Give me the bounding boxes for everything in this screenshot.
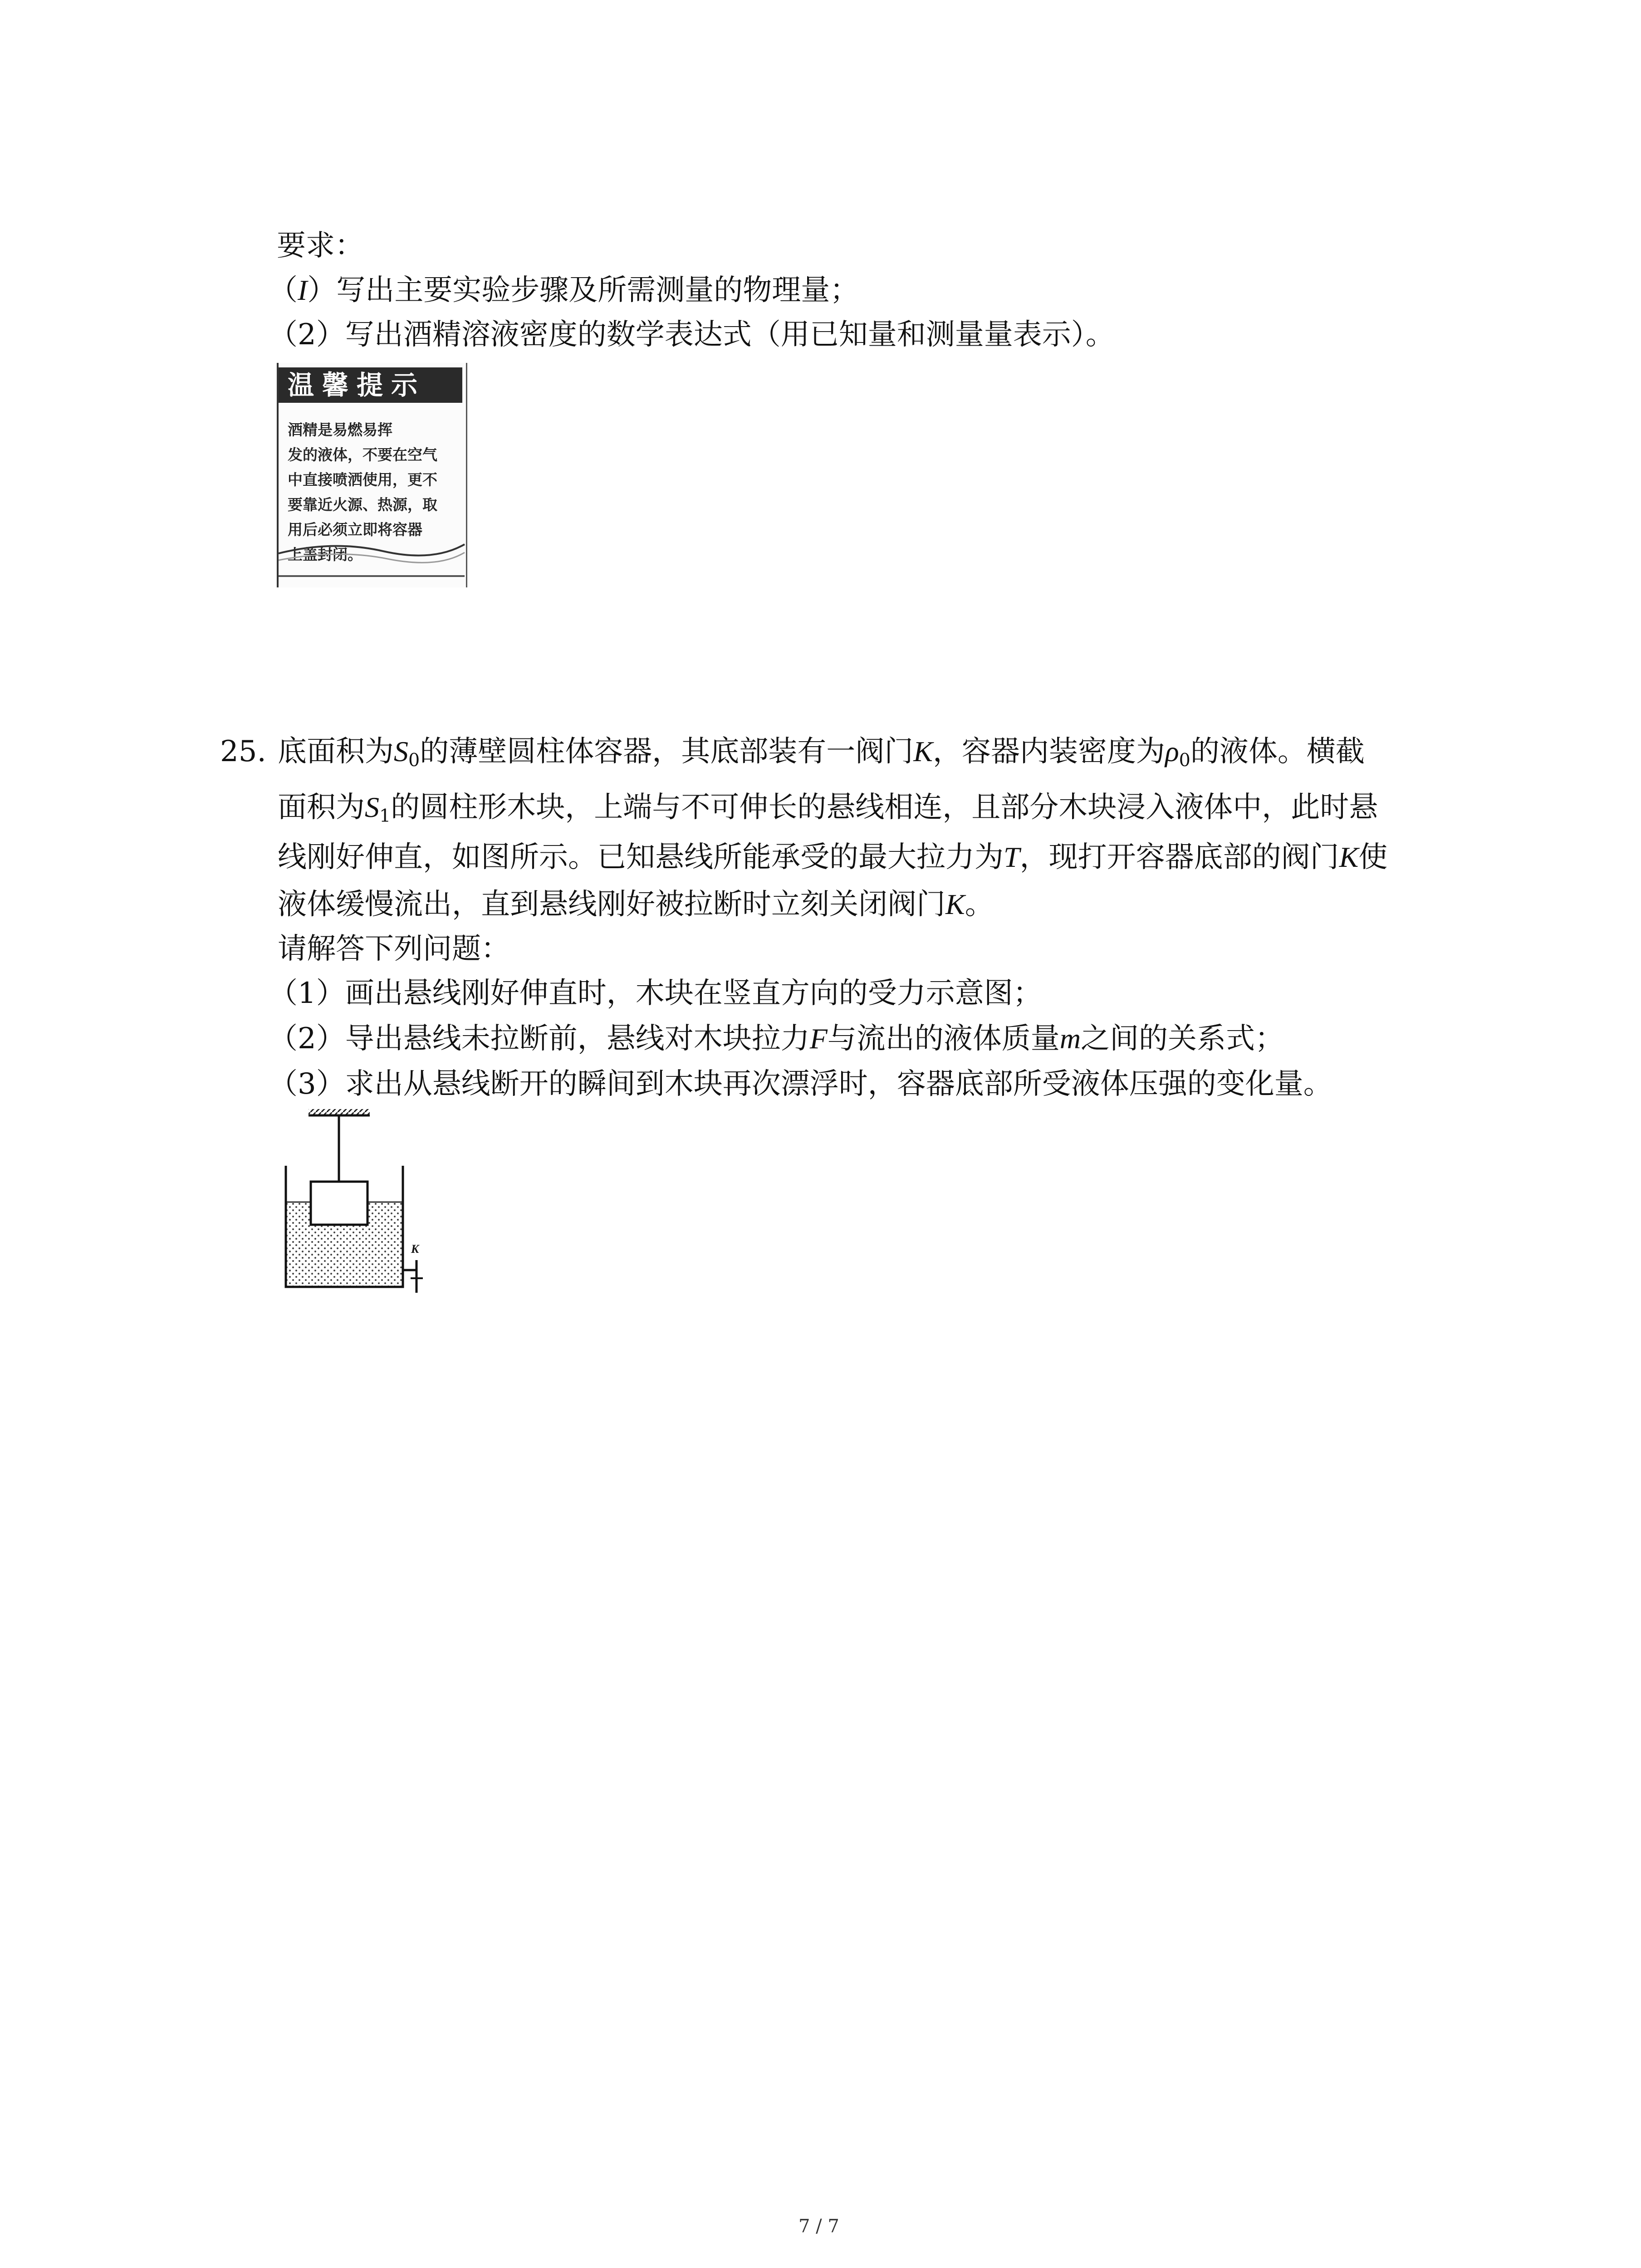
q25-text: 底面积为 <box>278 735 394 768</box>
q25-part1-text: （1）画出悬线刚好伸直时，木块在竖直方向的受力示意图； <box>269 977 1042 1010</box>
wooden-block <box>311 1182 367 1225</box>
q25-text: ，现打开容器底部的阀门 <box>1019 841 1339 874</box>
container-diagram <box>272 1107 463 1297</box>
requirement-1-text: ）写出主要实验步骤及所需测量的物理量； <box>307 274 859 307</box>
q25-prompt-text: 请解答下列问题： <box>278 932 510 966</box>
q25-part3-text: （3）求出从悬线断开的瞬间到木块再次漂浮时，容器底部所受液体压强的变化量。 <box>269 1067 1332 1101</box>
q25-text: 的液体。横截 <box>1190 735 1365 768</box>
question-25-prompt <box>278 932 510 966</box>
requirement-2-text: （2）写出酒精溶液密度的数学表达式（用已知量和测量量表示）。 <box>269 318 1115 352</box>
warning-label-curl-edge <box>279 526 469 585</box>
q25-text: 面积为 <box>278 791 365 824</box>
question-25-line-2 <box>278 793 1378 826</box>
q25-text: 。 <box>965 888 994 921</box>
rho0-symbol: ρ <box>1165 735 1179 767</box>
page-number: 7 / 7 <box>798 2216 839 2237</box>
valve-k-symbol: K <box>945 888 965 920</box>
q25-text: 与流出的液体质量 <box>827 1022 1060 1056</box>
alcohol-warning-label-image <box>277 363 467 587</box>
requirement-item-2 <box>269 318 1115 352</box>
valve-k-symbol: K <box>913 735 933 767</box>
rho0-subscript: 0 <box>1179 750 1190 771</box>
requirement-1-number: I <box>298 274 308 306</box>
q25-text: （2）导出悬线未拉断前，悬线对木块拉力 <box>269 1022 810 1056</box>
question-25-line-4 <box>278 890 994 919</box>
warning-label-body: 酒精是易燃易挥 发的液体，不要在空气 中直接喷洒使用，更不 要靠近火源、热源，取 用后必须立即将容器 上盖封闭。 <box>288 421 437 563</box>
s0-symbol: S <box>394 735 408 767</box>
m-symbol: m <box>1059 1022 1081 1055</box>
question-25-number: 25. <box>220 735 266 768</box>
s1-subscript: 1 <box>379 806 391 827</box>
q25-text: 液体缓慢流出，直到悬线刚好被拉断时立刻关闭阀门 <box>278 888 945 921</box>
q25-text: 之间的关系式； <box>1081 1022 1284 1056</box>
requirements-heading <box>277 229 364 263</box>
q25-text: 使 <box>1358 841 1388 874</box>
q25-text: 线刚好伸直，如图所示。已知悬线所能承受的最大拉力为 <box>278 841 1004 874</box>
requirements-heading-text: 要求： <box>277 229 364 263</box>
s0-subscript: 0 <box>408 750 420 771</box>
question-25-part-2 <box>269 1022 1284 1056</box>
question-25-part-3 <box>269 1067 1332 1101</box>
q25-text: ，容器内装密度为 <box>932 735 1165 768</box>
question-25-line-3 <box>278 843 1387 872</box>
valve-k-symbol: K <box>1339 841 1359 873</box>
warning-label-banner <box>279 367 462 403</box>
requirement-1-prefix: （ <box>269 274 298 307</box>
requirement-item-1 <box>269 276 859 305</box>
q25-text: 的薄壁圆柱体容器，其底部装有一阀门 <box>420 735 914 768</box>
s1-symbol: S <box>365 791 379 823</box>
q25-text: 的圆柱形木块，上端与不可伸长的悬线相连，且部分木块浸入液体中，此时悬 <box>391 791 1378 824</box>
question-25-part-1 <box>269 979 1042 1008</box>
valve-k <box>403 1260 423 1293</box>
f-symbol: F <box>809 1022 828 1055</box>
valve-k-label: K <box>411 1242 419 1256</box>
ceiling-support <box>309 1109 370 1115</box>
question-25-line-1 <box>278 737 1365 770</box>
warning-label-title: 温馨提示 <box>288 370 426 401</box>
t-symbol: T <box>1004 841 1020 873</box>
